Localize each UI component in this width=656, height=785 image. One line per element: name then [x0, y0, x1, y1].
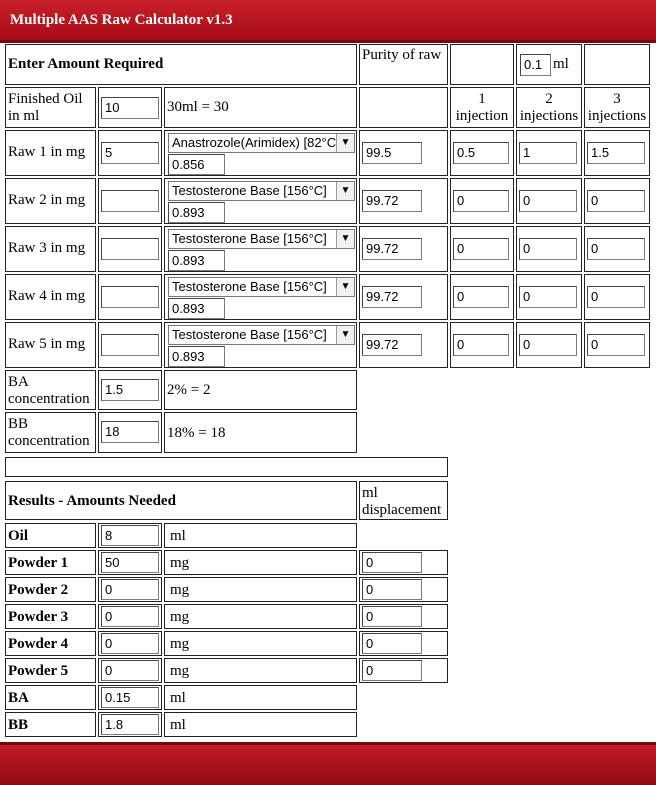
raw-2-amount-cell — [98, 178, 162, 224]
raw-5-injection-2-cell — [516, 322, 582, 368]
powder-3-label: Powder 3 — [8, 609, 69, 625]
displacement-header: ml displacement — [362, 485, 442, 518]
raw-4-label: Raw 4 in mg — [8, 288, 86, 304]
raw-1-injection-2-cell — [516, 130, 582, 176]
powder-3-displacement-input[interactable]: 0 — [362, 606, 422, 627]
raw-3-purity-input[interactable]: 99.72 — [362, 238, 422, 260]
powder-5-unit: mg — [170, 663, 190, 679]
raw-1-compound-cell — [164, 130, 357, 176]
displacement-header-cell — [359, 481, 448, 520]
raw-5-compound-value: Testosterone Base [156°C] — [172, 327, 327, 342]
injection-volume-unit: ml — [553, 56, 569, 72]
powder-2-input[interactable]: 0 — [101, 579, 159, 600]
powder-4-label-cell — [5, 631, 96, 656]
raw-3-amount-input[interactable] — [101, 238, 159, 260]
powder-3-value-cell — [98, 604, 162, 629]
powder-4-unit: mg — [170, 636, 190, 652]
raw-4-compound-value: Testosterone Base [156°C] — [172, 279, 327, 294]
bb-result-label: BB — [8, 717, 29, 733]
raw-2-injection-2-cell — [516, 178, 582, 224]
powder-2-displacement-input[interactable]: 0 — [362, 579, 422, 600]
raw-2-purity-input[interactable]: 99.72 — [362, 190, 422, 212]
injection-volume-input[interactable]: 0.1 — [520, 54, 551, 76]
ba-label: BA concentration — [8, 374, 90, 407]
oil-result-value-cell — [98, 523, 162, 548]
raw-3-compound-value: Testosterone Base [156°C] — [172, 231, 327, 246]
ba-concentration-input[interactable]: 1.5 — [101, 379, 159, 401]
raw-4-label-cell — [5, 274, 96, 320]
raw-4-purity-cell — [359, 274, 448, 320]
raw-3-purity-cell — [359, 226, 448, 272]
results-title: Results - Amounts Needed — [8, 493, 176, 509]
powder-1-value-cell — [98, 550, 162, 575]
ba-result-label: BA — [8, 690, 29, 706]
raw-4-injection-1-cell — [450, 274, 514, 320]
raw-1-injection-3-input[interactable]: 1.5 — [587, 142, 645, 164]
spacer-row — [5, 457, 448, 477]
chevron-down-icon: ▼ — [336, 230, 354, 248]
footer-bar — [0, 742, 656, 785]
powder-4-value-cell — [98, 631, 162, 656]
ba-label-cell — [5, 370, 96, 410]
bb-result-value-cell — [98, 712, 162, 737]
injection-1-header: 1 injection — [455, 91, 509, 124]
raw-1-compound-value: Anastrozole(Arimidex) [82°C — [172, 135, 337, 150]
powder-4-label: Powder 4 — [8, 636, 69, 652]
powder-3-input[interactable]: 0 — [101, 606, 159, 627]
powder-1-displacement-input[interactable]: 0 — [362, 552, 422, 573]
powder-4-unit-cell — [164, 631, 357, 656]
raw-2-injection-1-cell — [450, 178, 514, 224]
powder-3-unit: mg — [170, 609, 190, 625]
raw-2-label: Raw 2 in mg — [8, 192, 86, 208]
raw-3-injection-1-input[interactable]: 0 — [453, 238, 509, 260]
raw-4-injection-1-input[interactable]: 0 — [453, 286, 509, 308]
raw-4-compound-cell — [164, 274, 357, 320]
purity-header: Purity of raw — [362, 47, 442, 63]
raw-2-label-cell — [5, 178, 96, 224]
finished-oil-input-cell — [98, 87, 162, 128]
raw-1-injection-1-input[interactable]: 0.5 — [453, 142, 509, 164]
raw-1-compound-select[interactable] — [168, 133, 355, 153]
injection-2-header-cell — [516, 87, 582, 128]
powder-5-displacement-cell — [359, 658, 448, 683]
raw-5-injection-2-input[interactable]: 0 — [519, 334, 577, 356]
bb-result-label-cell — [5, 712, 96, 737]
powder-3-label-cell — [5, 604, 96, 629]
ba-result-input[interactable]: 0.15 — [101, 687, 159, 708]
raw-3-compound-cell — [164, 226, 357, 272]
raw-3-density-input[interactable]: 0.893 — [168, 250, 225, 271]
raw-1-amount-cell — [98, 130, 162, 176]
chevron-down-icon: ▼ — [336, 134, 354, 152]
powder-1-label: Powder 1 — [8, 555, 69, 571]
powder-5-input[interactable]: 0 — [101, 660, 159, 681]
raw-3-injection-3-input[interactable]: 0 — [587, 238, 645, 260]
raw-1-amount-input[interactable]: 5 — [101, 142, 159, 164]
raw-2-compound-select[interactable] — [168, 181, 355, 201]
bb-label: BB concentration — [8, 416, 90, 449]
bb-result-input[interactable]: 1.8 — [101, 714, 159, 735]
raw-3-injection-3-cell — [584, 226, 650, 272]
bb-note: 18% = 18 — [167, 425, 226, 441]
ba-note-cell — [164, 370, 357, 410]
raw-5-compound-select[interactable] — [168, 325, 355, 345]
ba-result-value-cell — [98, 685, 162, 710]
raw-2-amount-input[interactable] — [101, 190, 159, 212]
raw-2-injection-2-input[interactable]: 0 — [519, 190, 577, 212]
raw-2-injection-1-input[interactable]: 0 — [453, 190, 509, 212]
ba-input-cell — [98, 370, 162, 410]
powder-2-value-cell — [98, 577, 162, 602]
raw-5-label: Raw 5 in mg — [8, 336, 86, 352]
ba-note: 2% = 2 — [167, 382, 211, 398]
bb-note-cell — [164, 412, 357, 453]
raw-4-purity-input[interactable]: 99.72 — [362, 286, 422, 308]
powder-1-label-cell — [5, 550, 96, 575]
raw-5-amount-input[interactable] — [101, 334, 159, 356]
raw-1-purity-input[interactable]: 99.5 — [362, 142, 422, 164]
raw-5-purity-cell — [359, 322, 448, 368]
raw-5-purity-input[interactable]: 99.72 — [362, 334, 422, 356]
chevron-down-icon: ▼ — [336, 182, 354, 200]
bb-concentration-input[interactable]: 18 — [101, 421, 159, 443]
powder-1-unit: mg — [170, 555, 190, 571]
ba-result-unit: ml — [170, 690, 186, 706]
raw-2-compound-value: Testosterone Base [156°C] — [172, 183, 327, 198]
results-header-cell — [5, 481, 357, 520]
oil-result-label: Oil — [8, 528, 29, 544]
raw-5-density-input[interactable]: 0.893 — [168, 346, 225, 367]
raw-2-purity-cell — [359, 178, 448, 224]
raw-3-label: Raw 3 in mg — [8, 240, 86, 256]
raw-4-injection-3-cell — [584, 274, 650, 320]
raw-5-label-cell — [5, 322, 96, 368]
ba-result-unit-cell — [164, 685, 357, 710]
raw-1-purity-cell — [359, 130, 448, 176]
blank-header-cell-2 — [584, 44, 650, 85]
powder-1-unit-cell — [164, 550, 357, 575]
powder-3-displacement-cell — [359, 604, 448, 629]
powder-2-unit: mg — [170, 582, 190, 598]
raw-3-amount-cell — [98, 226, 162, 272]
raw-5-injection-1-cell — [450, 322, 514, 368]
raw-5-injection-3-cell — [584, 322, 650, 368]
powder-5-displacement-input[interactable]: 0 — [362, 660, 422, 681]
app-title: Multiple AAS Raw Calculator v1.3 — [10, 12, 233, 28]
raw-3-injection-1-cell — [450, 226, 514, 272]
bb-result-unit-cell — [164, 712, 357, 737]
raw-4-compound-select[interactable] — [168, 277, 355, 297]
injection-volume-cell — [516, 44, 582, 85]
oil-result-unit-cell — [164, 523, 357, 548]
finished-oil-label-cell — [5, 87, 96, 128]
powder-2-unit-cell — [164, 577, 357, 602]
oil-result-unit: ml — [170, 528, 186, 544]
raw-3-injection-2-cell — [516, 226, 582, 272]
raw-5-injection-1-input[interactable]: 0 — [453, 334, 509, 356]
title-bar — [0, 0, 656, 43]
raw-4-amount-cell — [98, 274, 162, 320]
powder-2-displacement-cell — [359, 577, 448, 602]
injection-1-header-cell — [450, 87, 514, 128]
powder-4-input[interactable]: 0 — [101, 633, 159, 654]
bb-label-cell — [5, 412, 96, 453]
injection-3-header-cell — [584, 87, 650, 128]
chevron-down-icon: ▼ — [336, 326, 354, 344]
powder-2-label: Powder 2 — [8, 582, 69, 598]
enter-amount-header: Enter Amount Required — [8, 56, 164, 72]
bb-result-unit: ml — [170, 717, 186, 733]
injection-3-header: 3 injections — [587, 91, 647, 124]
powder-3-unit-cell — [164, 604, 357, 629]
powder-5-unit-cell — [164, 658, 357, 683]
blank-header-cell — [450, 44, 514, 85]
ba-result-label-cell — [5, 685, 96, 710]
raw-4-injection-2-cell — [516, 274, 582, 320]
finished-oil-note: 30ml = 30 — [167, 99, 229, 115]
raw-5-injection-3-input[interactable]: 0 — [587, 334, 645, 356]
purity-header-cell — [359, 44, 448, 85]
raw-4-injection-2-input[interactable]: 0 — [519, 286, 577, 308]
powder-1-input[interactable]: 50 — [101, 552, 159, 573]
finished-oil-input[interactable]: 10 — [101, 97, 159, 119]
raw-1-label-cell — [5, 130, 96, 176]
powder-1-displacement-cell — [359, 550, 448, 575]
raw-2-compound-cell — [164, 178, 357, 224]
raw-3-compound-select[interactable] — [168, 229, 355, 249]
raw-1-injection-1-cell — [450, 130, 514, 176]
raw-2-injection-3-cell — [584, 178, 650, 224]
bb-input-cell — [98, 412, 162, 453]
raw-1-injection-2-input[interactable]: 1 — [519, 142, 577, 164]
powder-4-displacement-cell — [359, 631, 448, 656]
raw-1-injection-3-cell — [584, 130, 650, 176]
raw-4-injection-3-input[interactable]: 0 — [587, 286, 645, 308]
oil-result-input[interactable]: 8 — [101, 525, 159, 546]
powder-5-label-cell — [5, 658, 96, 683]
raw-4-density-input[interactable]: 0.893 — [168, 298, 225, 319]
raw-2-injection-3-input[interactable]: 0 — [587, 190, 645, 212]
raw-5-amount-cell — [98, 322, 162, 368]
raw-5-compound-cell — [164, 322, 357, 368]
raw-2-density-input[interactable]: 0.893 — [168, 202, 225, 223]
injection-2-header: 2 injections — [519, 91, 579, 124]
enter-amount-header-cell — [5, 44, 357, 85]
powder-5-label: Powder 5 — [8, 663, 69, 679]
finished-oil-label: Finished Oil in ml — [8, 91, 83, 124]
oil-result-label-cell — [5, 523, 96, 548]
raw-4-amount-input[interactable] — [101, 286, 159, 308]
powder-5-value-cell — [98, 658, 162, 683]
chevron-down-icon: ▼ — [336, 278, 354, 296]
raw-1-label: Raw 1 in mg — [8, 144, 86, 160]
blank-oil-cell — [359, 87, 448, 128]
raw-1-density-input[interactable]: 0.856 — [168, 154, 225, 175]
powder-2-label-cell — [5, 577, 96, 602]
raw-3-label-cell — [5, 226, 96, 272]
powder-4-displacement-input[interactable]: 0 — [362, 633, 422, 654]
finished-oil-note-cell — [164, 87, 357, 128]
raw-3-injection-2-input[interactable]: 0 — [519, 238, 577, 260]
